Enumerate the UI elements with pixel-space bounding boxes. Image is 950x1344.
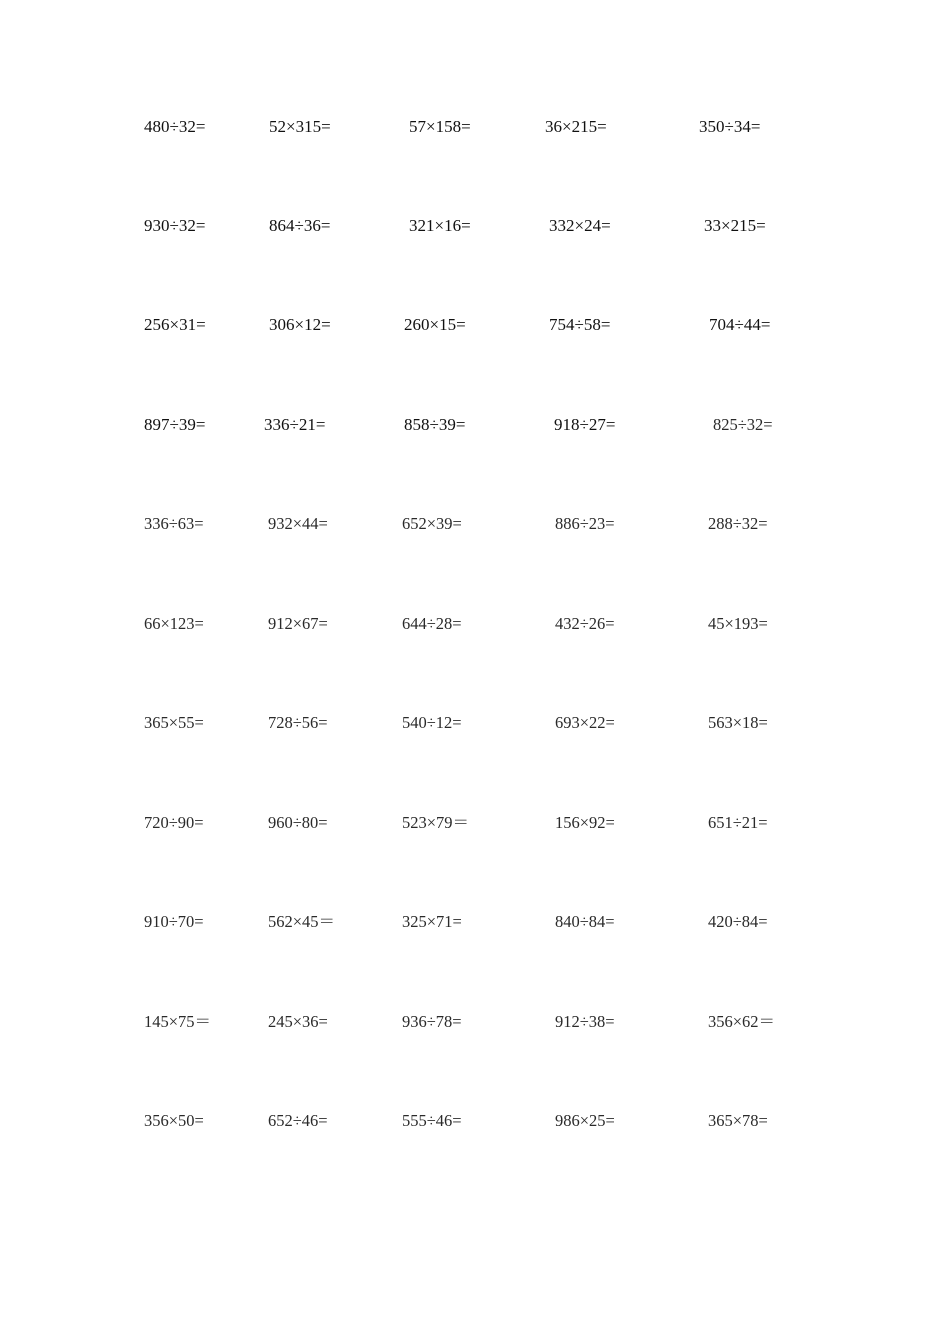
problem-row-7 (0, 708, 950, 738)
problem: 306×12= (269, 315, 331, 334)
problem: 52×315= (269, 117, 331, 136)
problem: 720÷90= (144, 813, 204, 832)
problem: 840÷84= (555, 912, 615, 931)
problem-row-9 (0, 907, 950, 937)
problem: 960÷80= (268, 813, 328, 832)
problem: 420÷84= (708, 912, 768, 931)
problem: 365×78= (708, 1111, 768, 1130)
problem-row-5 (0, 509, 950, 539)
problem: 930÷32= (144, 216, 206, 235)
problem: 912÷38= (555, 1012, 615, 1031)
problem: 886÷23= (555, 514, 615, 533)
problem: 704÷44= (709, 315, 771, 334)
problem: 912×67= (268, 614, 328, 633)
problem-row-2 (0, 211, 950, 241)
problem: 45×193= (708, 614, 768, 633)
problem-row-1 (0, 112, 950, 142)
problem: 651÷21= (708, 813, 768, 832)
problem: 897÷39= (144, 415, 206, 434)
problem: 480÷32= (144, 117, 206, 136)
problem: 825÷32= (713, 415, 773, 434)
problem: 932×44= (268, 514, 328, 533)
problem: 288÷32= (708, 514, 768, 533)
problem: 260×15= (404, 315, 466, 334)
problem: 245×36= (268, 1012, 328, 1031)
problem: 36×215= (545, 117, 607, 136)
problem: 652÷46= (268, 1111, 328, 1130)
problem: 256×31= (144, 315, 206, 334)
problem-row-4 (0, 410, 950, 440)
problem: 918÷27= (554, 415, 616, 434)
problem: 356×62＝ (708, 1012, 776, 1031)
problem: 350÷34= (699, 117, 761, 136)
problem: 910÷70= (144, 912, 204, 931)
problem: 332×24= (549, 216, 611, 235)
problem: 365×55= (144, 713, 204, 732)
problem: 563×18= (708, 713, 768, 732)
problem-row-10 (0, 1007, 950, 1037)
problem: 652×39= (402, 514, 462, 533)
problem: 145×75＝ (144, 1012, 212, 1031)
problem-row-3 (0, 310, 950, 340)
problem: 33×215= (704, 216, 766, 235)
problem: 555÷46= (402, 1111, 462, 1130)
problem: 336÷21= (264, 415, 326, 434)
problem: 325×71= (402, 912, 462, 931)
problem: 644÷28= (402, 614, 462, 633)
problem-row-6 (0, 609, 950, 639)
problem: 858÷39= (404, 415, 466, 434)
problem: 57×158= (409, 117, 471, 136)
problem: 728÷56= (268, 713, 328, 732)
problem: 864÷36= (269, 216, 331, 235)
problem: 936÷78= (402, 1012, 462, 1031)
problem: 66×123= (144, 614, 204, 633)
problem: 356×50= (144, 1111, 204, 1130)
problem: 693×22= (555, 713, 615, 732)
problem-row-11 (0, 1106, 950, 1136)
problem: 321×16= (409, 216, 471, 235)
problem: 432÷26= (555, 614, 615, 633)
problem: 562×45＝ (268, 912, 336, 931)
problem: 156×92= (555, 813, 615, 832)
problem: 523×79＝ (402, 813, 470, 832)
problem: 540÷12= (402, 713, 462, 732)
problem-row-8 (0, 808, 950, 838)
problem: 986×25= (555, 1111, 615, 1130)
problem: 336÷63= (144, 514, 204, 533)
problem: 754÷58= (549, 315, 611, 334)
